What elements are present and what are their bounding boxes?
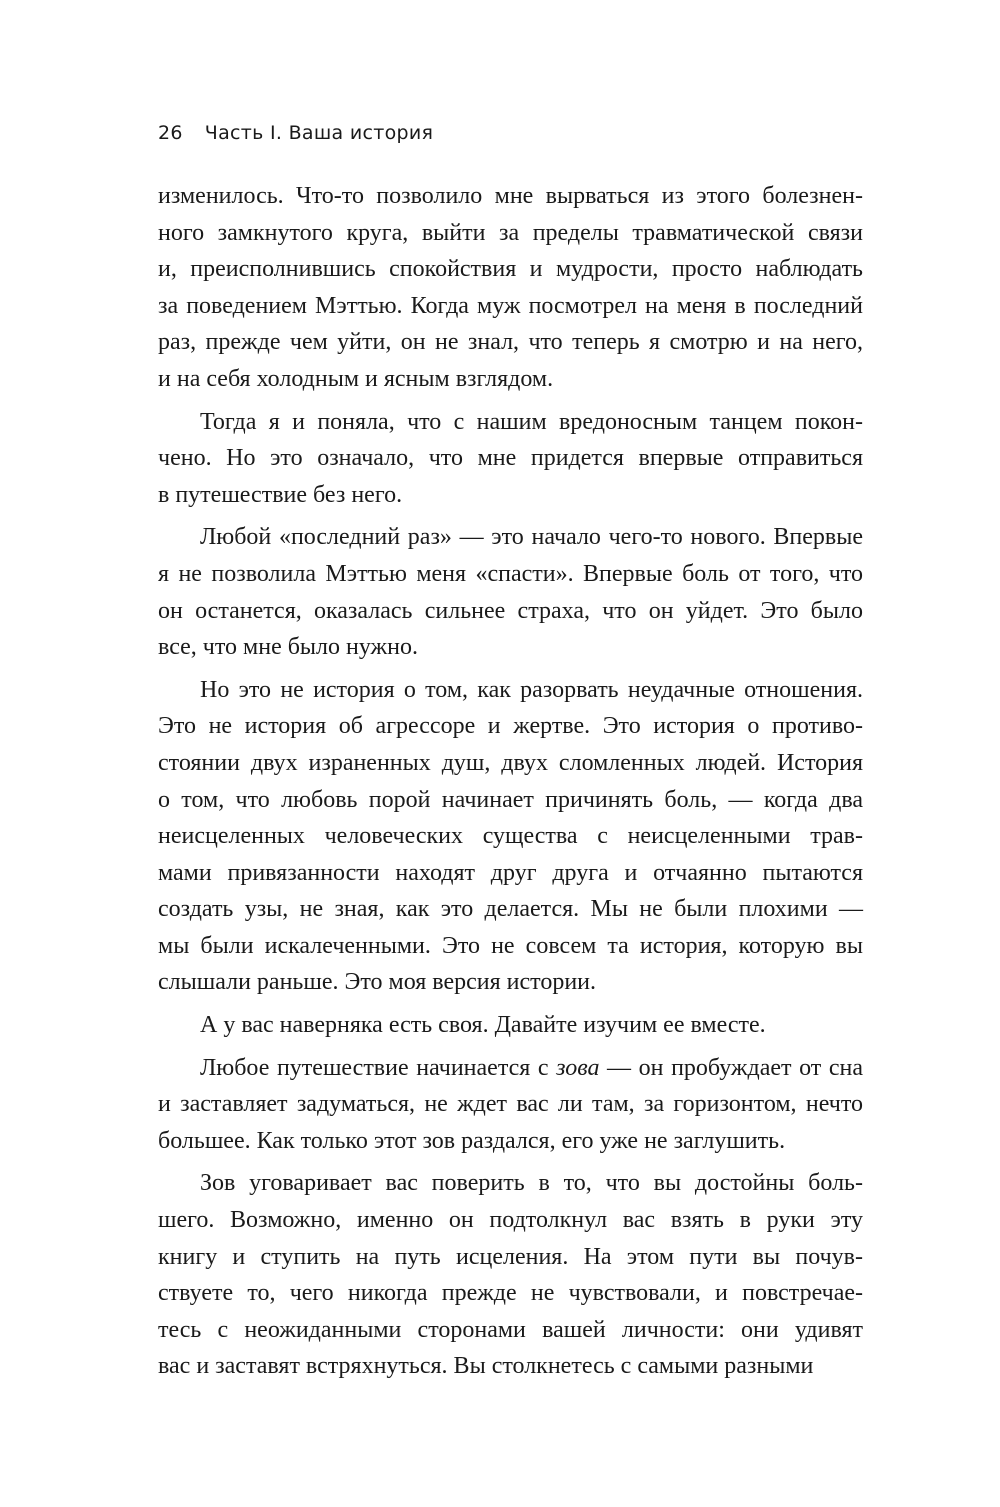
text-line: Любой «последний раз» — это начало чего-то нового. Впервые [200, 524, 863, 551]
text-segment: и заставляет задуматься, не ждет вас ли там, за горизонтом, нечто [158, 1091, 863, 1118]
text-line: он останется, оказалась сильнее страха, что он уйдет. Это было [158, 597, 863, 624]
text-line: о том, что любовь порой начинает причинять боль, — когда два [158, 786, 863, 813]
paragraph [158, 1050, 863, 1160]
text-line: создать узы, не зная, как это делается. Мы не были плохими — [158, 896, 863, 923]
text-line: шего. Возможно, именно он подтолкнул вас взять в руки эту [158, 1207, 863, 1234]
text-line: книгу и ступить на путь исцеления. На этом пути вы почув- [158, 1243, 863, 1270]
text-line: А у вас наверняка есть своя. Давайте изучим ее вместе. [200, 1012, 766, 1039]
text-line: за поведением Мэттью. Когда муж посмотрел на меня в последний [158, 292, 863, 319]
paragraph [158, 672, 863, 1001]
text-line: вас и заставят встряхнуться. Вы столкнетесь с самыми разными [158, 1353, 814, 1380]
text-line: в путешествие без него. [158, 481, 403, 508]
paragraph [158, 1007, 863, 1044]
page-number: 26 [158, 122, 183, 144]
text-line: ствуете то, чего никогда прежде не чувствовали, и повстречае- [158, 1280, 863, 1307]
text-line: слышали раньше. Это моя версия истории. [158, 969, 597, 996]
body-text [158, 178, 863, 1385]
text-line: мами привязанности находят друг друга и отчаянно пытаются [158, 859, 863, 886]
text-segment: — он пробуждает от сна [599, 1054, 863, 1081]
paragraph [158, 178, 863, 398]
text-line [158, 1050, 863, 1087]
text-line: стоянии двух израненных душ, двух сломленных людей. История [158, 749, 863, 776]
text-line: Тогда я и поняла, что с нашим вредоносным танцем покон- [200, 408, 863, 435]
text-line: и на себя холодным и ясным взглядом. [158, 365, 554, 392]
text-line: тесь с неожиданными сторонами вашей личности: они удивят [158, 1316, 863, 1343]
text-line: неисцеленных человеческих существа с неисцеленными трав- [158, 823, 863, 850]
text-segment: большее. Как только этот зов раздался, его уже не заглушить. [158, 1127, 786, 1154]
part-label: Часть I. [204, 122, 283, 144]
text-line: раз, прежде чем уйти, он не знал, что теперь я смотрю и на него, [158, 329, 863, 356]
text-line: чено. Но это означало, что мне придется впервые отправиться [158, 445, 863, 472]
paragraph [158, 404, 863, 514]
text-line: и, преисполнившись спокойствия и мудрости, просто наблюдать [158, 256, 863, 283]
text-segment: Любое путешествие начинается с [200, 1054, 557, 1081]
text-line: Это не история об агрессоре и жертве. Это история о противо- [158, 713, 863, 740]
text-line [158, 1123, 863, 1160]
text-line: я не позволила Мэттью меня «спасти». Впервые боль от того, что [158, 560, 863, 587]
text-line: все, что мне было нужно. [158, 634, 418, 661]
paragraph [158, 1165, 863, 1385]
paragraph [158, 519, 863, 665]
running-head [158, 122, 433, 144]
chapter-title: Ваша история [288, 122, 434, 144]
text-line: Зов уговаривает вас поверить в то, что вы достойны боль- [200, 1170, 863, 1197]
text-line: Но это не история о том, как разорвать неудачные отношения. [200, 676, 863, 703]
text-line: изменилось. Что-то позволило мне вырваться из этого болезнен- [158, 183, 863, 209]
emphasis-text: зова [556, 1054, 600, 1081]
text-line [158, 1086, 863, 1123]
text-line: ного замкнутого круга, выйти за пределы травматической связи [158, 219, 863, 246]
text-line: мы были искалеченными. Это не совсем та история, которую вы [158, 932, 863, 959]
